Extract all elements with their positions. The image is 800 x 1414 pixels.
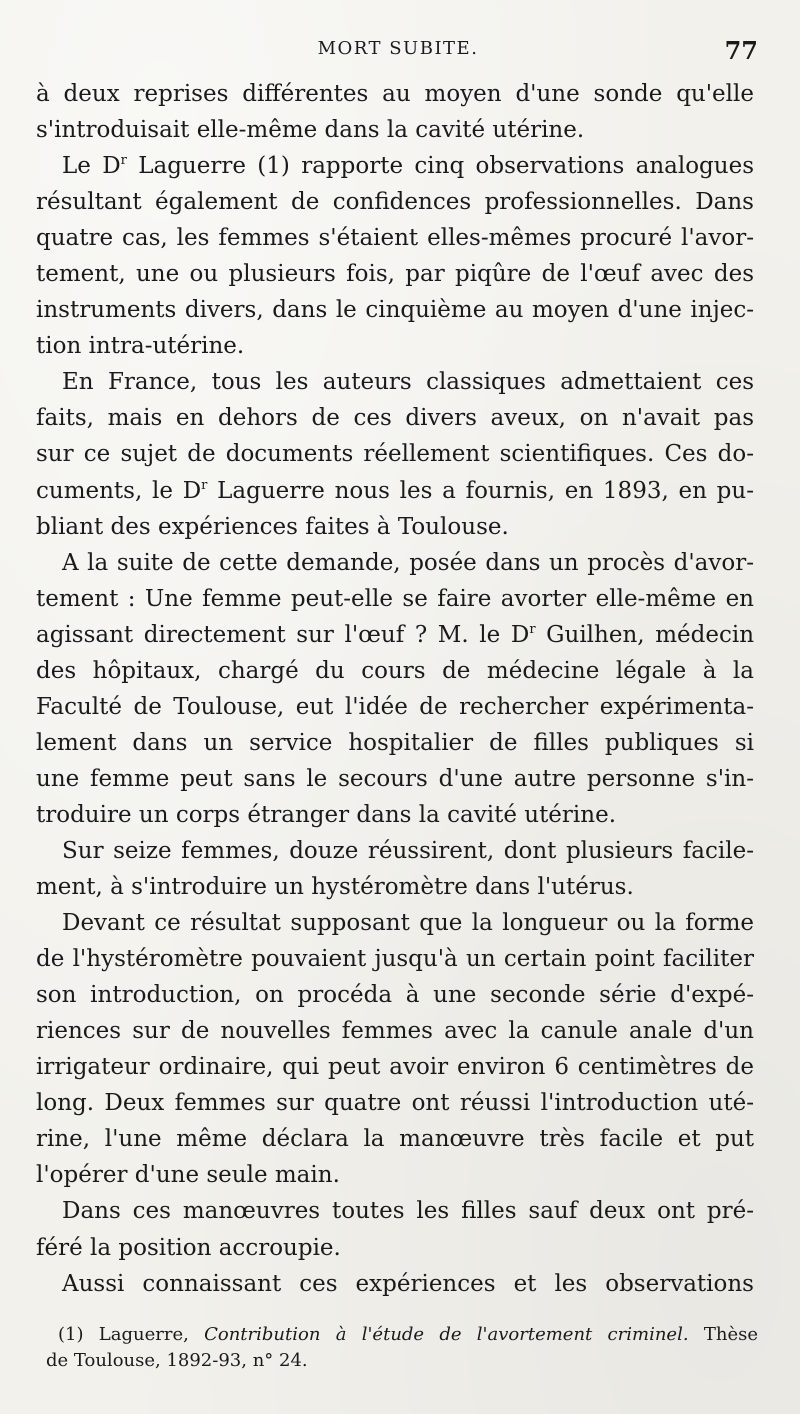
text-line: s'introduisait elle-même dans la cavité utérine. [36,117,585,144]
running-title: MORT SUBITE. [317,38,479,59]
text-line: tion intra-utérine. [36,333,245,360]
footnote-rest: Thèse [703,1324,758,1345]
text-line: agissant directement sur l'œuf ? M. le $D^r$ Guilhen, médecin [36,621,755,648]
footnote [46,1322,758,1374]
text-line: A la suite de cette demande, posée dans un procès d'avor- [62,549,754,576]
text-line: En France, tous les auteurs classiques admettaient ces [62,369,754,396]
text-line: Faculté de Toulouse, eut l'idée de rechercher expérimenta- [36,693,754,720]
text-line: bliant des expériences faites à Toulouse. [36,513,509,540]
text-line: son introduction, on procéda à une seconde série d'expé- [36,982,754,1009]
text-line: Dans ces manœuvres toutes les filles sauf deux ont pré- [62,1198,754,1225]
text-line: irrigateur ordinaire, qui peut avoir environ 6 centimètres de [36,1054,754,1081]
text-line: cuments, le $D^r$ Laguerre nous les a fournis, en 1893, en pu- [36,477,754,504]
text-line: tement : Une femme peut-elle se faire avorter elle-même en [36,585,754,612]
text-line: quatre cas, les femmes s'étaient elles-mêmes procuré l'avor- [36,225,754,252]
text-line: une femme peut sans le secours d'une autre personne s'in- [36,765,754,792]
text-line: Le $D^r$ Laguerre (1) rapporte cinq observations analogues [62,153,754,180]
text-line: de l'hystéromètre pouvaient jusqu'à un certain point faciliter [36,946,754,973]
text-line: à deux reprises différentes au moyen d'une sonde qu'elle [36,81,754,107]
text-line: des hôpitaux, chargé du cours de médecine légale à la [36,657,754,684]
text-line: résultant également de confidences professionnelles. Dans [36,189,754,216]
text-line: Aussi connaissant ces expériences et les observations [62,1270,754,1297]
footnote-author: Laguerre, [98,1324,189,1345]
footnote-title: Contribution à l'étude de l'avortement criminel. [204,1324,689,1345]
text-line: tement, une ou plusieurs fois, par piqûre de l'œuf avec des [36,261,754,288]
page-header [36,36,760,70]
body-text [36,76,754,1302]
text-line: ment, à s'introduire un hystéromètre dans l'utérus. [36,874,634,901]
footnote-line: de Toulouse, 1892-93, n° 24. [46,1350,308,1371]
text-line: long. Deux femmes sur quatre ont réussi l'introduction uté- [36,1090,754,1117]
text-line: riences sur de nouvelles femmes avec la canule anale d'un [36,1018,754,1045]
text-line: rine, l'une même déclara la manœuvre très facile et put [36,1126,754,1153]
page-number: 77 [724,36,758,65]
text-line: instruments divers, dans le cinquième au moyen d'une injec- [36,297,754,324]
text-line: sur ce sujet de documents réellement scientifiques. Ces do- [36,441,754,468]
footnote-marker: (1) [58,1324,84,1345]
text-line: faits, mais en dehors de ces divers aveux, on n'avait pas [36,405,754,432]
text-line: féré la position accroupie. [36,1234,341,1261]
footnote-line [58,1322,758,1348]
text-line: troduire un corps étranger dans la cavité utérine. [36,801,617,828]
text-line: l'opérer d'une seule main. [36,1162,340,1189]
text-line: Devant ce résultat supposant que la longueur ou la forme [62,910,754,937]
text-line: Sur seize femmes, douze réussirent, dont plusieurs facile- [62,837,754,864]
text-line: lement dans un service hospitalier de filles publiques si [36,729,754,756]
